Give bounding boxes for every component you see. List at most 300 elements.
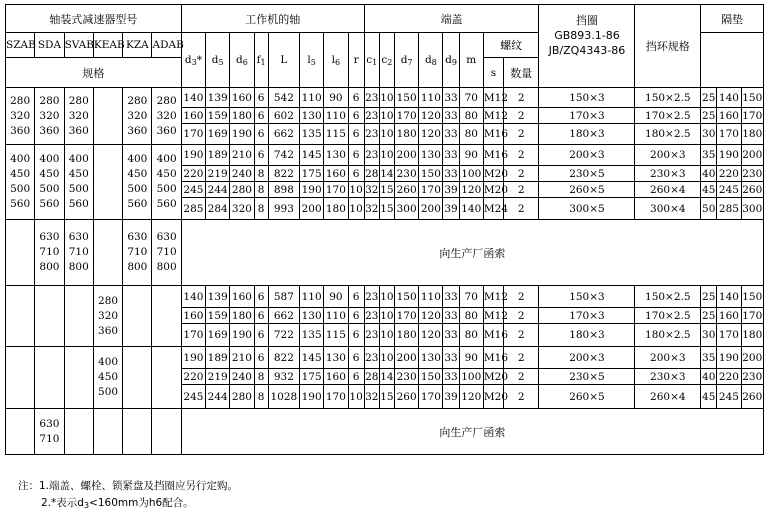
table-cell: 145 — [300, 347, 324, 369]
table-cell: 300 — [741, 198, 763, 220]
table-cell: 140 — [181, 286, 205, 308]
table-cell: 150×3 — [539, 88, 635, 108]
table-cell: 170×2.5 — [635, 108, 701, 124]
size-value: 800 — [127, 261, 148, 273]
table-cell: 33 — [443, 286, 459, 308]
size-cell — [35, 145, 64, 220]
table-cell: 200×3 — [539, 347, 635, 369]
table-cell: 159 — [206, 308, 230, 324]
table-cell: 200×3 — [635, 145, 701, 166]
table-cell: 150×3 — [539, 286, 635, 308]
table-cell: 8 — [254, 385, 268, 409]
table-cell: 284 — [206, 198, 230, 220]
size-value: 630 — [68, 231, 89, 243]
size-value: 320 — [127, 109, 148, 122]
size-value: 630 — [39, 417, 60, 430]
table-cell: 120 — [419, 108, 443, 124]
model-sda: SDA — [35, 33, 64, 58]
table-cell: 160 — [324, 166, 348, 182]
table-cell: 6 — [348, 369, 364, 385]
table-cell: 110 — [419, 286, 443, 308]
data-row — [6, 286, 764, 308]
size-value: 400 — [10, 153, 31, 165]
table-cell: 10 — [379, 145, 394, 166]
note-2-sub: 3 — [83, 501, 90, 510]
table-cell: 6 — [348, 347, 364, 369]
table-cell: 23 — [364, 286, 379, 308]
model-svab: SVAB — [64, 33, 93, 58]
inquiry-message: 向生产厂函索 — [181, 409, 763, 455]
table-cell: M12 — [483, 309, 509, 322]
size-value: 400 — [156, 153, 177, 165]
spec-label: 规格 — [6, 58, 182, 88]
size-value: 710 — [68, 246, 89, 258]
table-cell: 140 — [459, 198, 483, 220]
size-value: 360 — [156, 124, 177, 137]
thread-header: 螺纹 — [483, 33, 539, 58]
size-cell — [35, 409, 64, 455]
size-value: 560 — [127, 198, 148, 210]
reducer-model-header: 轴装式减速器型号 — [6, 5, 182, 33]
table-cell: 190 — [717, 145, 741, 166]
table-cell: 822 — [268, 166, 299, 182]
table-cell: 722 — [268, 324, 299, 347]
table-cell: 169 — [206, 124, 230, 145]
col-d3: $d_3*$ — [181, 33, 205, 88]
table-cell: 139 — [206, 286, 230, 308]
size-cell — [152, 88, 181, 145]
table-cell: 10 — [380, 309, 394, 322]
size-value: 560 — [156, 198, 177, 210]
table-cell: 23 — [365, 309, 379, 322]
table-cell: 140 — [181, 88, 205, 108]
col-l: L — [268, 33, 299, 88]
table-cell: 245 — [181, 385, 205, 409]
table-cell: 115 — [324, 324, 348, 347]
table-cell: 135 — [300, 124, 324, 145]
table-cell: 2 — [504, 166, 539, 182]
table-cell: 110 — [300, 88, 324, 108]
table-cell: 300×5 — [539, 198, 635, 220]
size-cell — [123, 409, 152, 455]
size-cell — [6, 286, 35, 347]
table-cell: 300 — [394, 198, 418, 220]
table-cell: 180 — [230, 108, 254, 124]
table-cell: 2 — [504, 324, 539, 347]
table-cell: 150×2.5 — [635, 88, 701, 108]
table-cell: 10 — [379, 286, 394, 308]
size-cell — [152, 347, 181, 409]
table-cell: 90 — [324, 286, 348, 308]
table-cell: 30 — [701, 324, 717, 347]
table-cell: 285 — [181, 198, 205, 220]
table-cell: 39 — [444, 183, 458, 196]
table-cell: 80 — [459, 124, 483, 145]
table-cell: 2 — [504, 88, 539, 108]
table-cell: 170 — [394, 108, 418, 124]
table-cell: 15 — [379, 198, 394, 220]
size-value: 400 — [98, 356, 119, 368]
table-cell: 32 — [364, 198, 379, 220]
size-value: 500 — [39, 183, 60, 195]
size-cell — [35, 286, 64, 347]
table-cell: 210 — [230, 347, 254, 369]
table-cell: 33 — [443, 324, 459, 347]
table-cell: 230 — [394, 166, 418, 182]
table-cell: 80 — [459, 324, 483, 347]
size-value: 630 — [39, 231, 60, 243]
table-cell: 1028 — [268, 385, 299, 409]
size-value: 280 — [98, 294, 119, 307]
table-cell: 25 — [702, 309, 716, 322]
table-cell: 260×5 — [539, 385, 635, 409]
col-d5: $d_5$ — [206, 33, 230, 88]
table-cell: 200 — [741, 347, 763, 369]
table-cell: 170 — [324, 182, 348, 198]
size-value: 500 — [127, 183, 148, 195]
table-cell: 220 — [717, 369, 741, 385]
table-cell: 110 — [300, 286, 324, 308]
size-value: 320 — [10, 109, 31, 122]
size-value: 800 — [68, 261, 89, 273]
table-cell: 2 — [504, 182, 539, 198]
table-cell: 180×3 — [539, 124, 635, 145]
table-cell: 200×3 — [635, 347, 701, 369]
table-cell: 2 — [504, 286, 539, 308]
table-cell: 14 — [380, 370, 394, 383]
table-cell: 190 — [181, 347, 205, 369]
table-cell: 210 — [230, 145, 254, 166]
spec-table — [5, 4, 764, 455]
table-cell: 180 — [394, 324, 418, 347]
col-r: r — [348, 33, 364, 88]
table-cell: 39 — [443, 198, 459, 220]
table-cell: 45 — [702, 183, 716, 196]
table-cell: 115 — [324, 124, 348, 145]
table-cell: 200 — [419, 198, 443, 220]
size-value: 560 — [10, 198, 31, 210]
table-cell: 190 — [230, 124, 254, 145]
table-cell: 130 — [419, 347, 443, 369]
table-cell: 230 — [742, 370, 763, 383]
table-cell: 180 — [741, 324, 763, 347]
size-cell — [123, 145, 152, 220]
notes — [18, 478, 238, 514]
table-cell: 23 — [364, 324, 379, 347]
table-cell: 2 — [504, 145, 539, 166]
table-cell: 993 — [268, 198, 299, 220]
table-cell: 32 — [364, 385, 379, 409]
table-cell: 180×2.5 — [635, 324, 701, 347]
table-cell: 23 — [364, 347, 379, 369]
table-cell: 150 — [419, 369, 443, 385]
col-l6: $l_6$ — [324, 33, 348, 88]
table-cell: 602 — [268, 108, 299, 124]
table-cell: 110 — [419, 88, 443, 108]
table-cell: 33 — [444, 309, 458, 322]
table-cell: 130 — [300, 108, 324, 124]
table-cell: 8 — [254, 369, 268, 385]
table-cell: 742 — [268, 145, 299, 166]
table-cell: 10 — [380, 109, 394, 122]
size-cell — [93, 347, 122, 409]
model-adab: ADAB — [152, 33, 181, 58]
spacer-blank — [701, 33, 764, 88]
table-cell: 70 — [459, 286, 483, 308]
table-cell: M12 — [483, 109, 509, 122]
table-cell: M12 — [483, 88, 503, 108]
size-value: 280 — [39, 94, 60, 107]
size-value: 450 — [68, 168, 89, 180]
table-cell: 200×3 — [539, 145, 635, 166]
table-cell: 33 — [444, 109, 458, 122]
table-cell: 190 — [717, 347, 741, 369]
table-cell: M16 — [483, 145, 503, 166]
table-cell: 189 — [206, 145, 230, 166]
size-value: 280 — [68, 94, 89, 107]
size-cell — [152, 409, 181, 455]
table-cell: 10 — [379, 88, 394, 108]
col-l5: $l_5$ — [300, 33, 324, 88]
table-cell: 130 — [324, 347, 348, 369]
size-value: 400 — [68, 153, 89, 165]
size-cell — [93, 409, 122, 455]
table-cell: 45 — [701, 385, 717, 409]
table-cell: M16 — [483, 324, 503, 347]
size-cell — [123, 347, 152, 409]
size-value: 500 — [98, 386, 119, 398]
table-cell: 219 — [206, 166, 230, 182]
table-cell: 90 — [459, 347, 483, 369]
table-cell: 230×3 — [635, 166, 701, 182]
size-cell — [93, 286, 122, 347]
size-cell — [64, 409, 93, 455]
ring-spec-header: 挡环规格 — [635, 5, 701, 88]
table-cell: 10 — [379, 324, 394, 347]
size-cell — [35, 347, 64, 409]
col-d6: $d_6$ — [230, 33, 254, 88]
table-cell: 28 — [365, 370, 379, 383]
table-cell: M16 — [483, 347, 503, 369]
table-cell: 6 — [254, 286, 268, 308]
table-cell: 170 — [324, 385, 348, 409]
size-value: 360 — [127, 124, 148, 137]
table-cell: 160 — [717, 308, 741, 324]
table-cell: 230 — [394, 369, 418, 385]
spacer-header: 隔垫 — [701, 5, 764, 33]
size-value: 710 — [127, 246, 148, 258]
table-cell: 175 — [300, 166, 324, 182]
size-value: 280 — [156, 94, 177, 107]
table-cell: 932 — [268, 369, 299, 385]
table-cell: 175 — [300, 369, 324, 385]
table-cell: 10 — [379, 124, 394, 145]
size-cell — [35, 220, 64, 286]
table-cell: 120 — [419, 124, 443, 145]
retainer-title: 挡圈 — [575, 14, 598, 27]
table-cell: 6 — [348, 124, 364, 145]
table-cell: 145 — [300, 145, 324, 166]
size-cell — [6, 347, 35, 409]
table-cell: 25 — [702, 109, 716, 122]
table-cell: 245 — [717, 385, 741, 409]
col-c2: $c_2$ — [379, 33, 394, 88]
table-cell: 30 — [701, 124, 717, 145]
table-cell: 6 — [254, 124, 268, 145]
table-cell: M20 — [483, 370, 509, 383]
table-cell: 219 — [206, 369, 230, 385]
table-cell: 200 — [741, 145, 763, 166]
table-cell: 140 — [717, 88, 741, 108]
size-cell — [35, 88, 64, 145]
size-cell — [152, 145, 181, 220]
table-cell: 898 — [268, 182, 299, 198]
table-cell: M20 — [483, 385, 503, 409]
table-cell: 160 — [181, 108, 205, 124]
table-cell: 244 — [206, 385, 230, 409]
table-cell: 260 — [394, 385, 418, 409]
table-cell: 110 — [324, 108, 348, 124]
table-cell: 150 — [394, 286, 418, 308]
table-cell: 6 — [254, 308, 268, 324]
shaft-header: 工作机的轴 — [181, 5, 364, 33]
table-cell: 6 — [348, 88, 364, 108]
retainer-header — [539, 5, 635, 88]
note-1: 注：1.端盖、螺栓、锁紧盘及挡圈应另行定购。 — [18, 480, 239, 492]
table-cell: 542 — [268, 88, 299, 108]
retainer-std-2: JB/ZQ4343-86 — [548, 44, 626, 57]
table-cell: 39 — [443, 385, 459, 409]
table-cell: 25 — [701, 88, 717, 108]
table-cell: 35 — [701, 347, 717, 369]
col-d8: $d_8$ — [419, 33, 443, 88]
table-cell: 2 — [504, 308, 539, 324]
table-cell: 23 — [364, 124, 379, 145]
size-value: 630 — [127, 231, 148, 243]
size-value: 450 — [10, 168, 31, 180]
table-cell: 10 — [379, 347, 394, 369]
table-cell: 120 — [419, 308, 443, 324]
table-cell: 150 — [741, 88, 763, 108]
size-cell — [123, 88, 152, 145]
cap-header: 端盖 — [364, 5, 539, 33]
size-value: 800 — [156, 261, 177, 273]
table-cell: 6 — [254, 108, 268, 124]
table-cell: 15 — [380, 183, 394, 196]
header-row-1 — [6, 5, 764, 33]
table-cell: 10 — [348, 198, 364, 220]
table-cell: 180×3 — [539, 324, 635, 347]
table-cell: M12 — [483, 286, 503, 308]
size-value: 500 — [10, 183, 31, 195]
table-cell: 40 — [702, 370, 716, 383]
col-d7: $d_7$ — [394, 33, 418, 88]
size-value: 360 — [39, 124, 60, 137]
table-cell: 159 — [206, 108, 230, 124]
table-cell: 6 — [348, 166, 364, 182]
table-cell: M20 — [483, 167, 509, 180]
table-cell: M24 — [483, 198, 503, 220]
table-cell: 100 — [459, 166, 483, 182]
table-cell: 2 — [504, 198, 539, 220]
col-c1: $c_1$ — [364, 33, 379, 88]
size-cell — [6, 220, 35, 286]
table-cell: 170 — [717, 324, 741, 347]
table-cell: 180 — [230, 308, 254, 324]
table-cell: 6 — [348, 308, 364, 324]
table-cell: 33 — [444, 370, 458, 383]
table-cell: 130 — [419, 145, 443, 166]
table-cell: 240 — [230, 369, 254, 385]
size-value: 450 — [156, 168, 177, 180]
size-value: 320 — [98, 309, 119, 322]
size-value: 710 — [39, 432, 60, 445]
size-cell — [123, 286, 152, 347]
table-cell: 180 — [741, 124, 763, 145]
data-row — [6, 220, 764, 286]
size-value: 360 — [68, 124, 89, 137]
table-cell: 170 — [419, 182, 443, 198]
size-cell — [64, 347, 93, 409]
size-value: 630 — [156, 231, 177, 243]
table-cell: 130 — [300, 308, 324, 324]
table-cell: 2 — [504, 347, 539, 369]
table-cell: 8 — [254, 166, 268, 182]
table-cell: 33 — [443, 347, 459, 369]
table-cell: 662 — [268, 308, 299, 324]
col-s: s — [483, 58, 503, 88]
size-cell — [152, 286, 181, 347]
table-cell: 150×2.5 — [635, 286, 701, 308]
table-cell: 285 — [717, 198, 741, 220]
table-cell: 120 — [459, 385, 483, 409]
table-cell: 10 — [349, 183, 363, 196]
table-cell: 33 — [443, 124, 459, 145]
size-cell — [93, 220, 122, 286]
size-value: 450 — [127, 168, 148, 180]
table-cell: 260×4 — [635, 182, 701, 198]
table-cell: 260 — [741, 385, 763, 409]
table-cell: 170 — [742, 309, 763, 322]
table-cell: 6 — [254, 324, 268, 347]
table-cell: 260 — [394, 182, 418, 198]
size-value: 450 — [39, 168, 60, 180]
table-cell: 10 — [348, 385, 364, 409]
table-cell: 6 — [348, 145, 364, 166]
data-row — [6, 145, 764, 166]
table-cell: 190 — [300, 182, 324, 198]
table-cell: 200 — [300, 198, 324, 220]
table-cell: 160 — [717, 108, 741, 124]
data-row — [6, 347, 764, 369]
table-cell: 23 — [364, 88, 379, 108]
table-cell: 80 — [459, 108, 483, 124]
table-cell: 280 — [230, 182, 254, 198]
table-cell: 190 — [181, 145, 205, 166]
model-kza: KZA — [123, 33, 152, 58]
table-cell: 190 — [230, 324, 254, 347]
table-cell: 150 — [419, 166, 443, 182]
table-cell: 160 — [230, 88, 254, 108]
size-value: 360 — [98, 324, 119, 337]
table-cell: 6 — [254, 88, 268, 108]
table-cell: 190 — [300, 385, 324, 409]
table-cell: 200 — [394, 347, 418, 369]
col-qty: 数量 — [504, 58, 539, 88]
size-value: 560 — [68, 198, 89, 210]
table-cell: 150 — [741, 286, 763, 308]
size-cell — [6, 145, 35, 220]
